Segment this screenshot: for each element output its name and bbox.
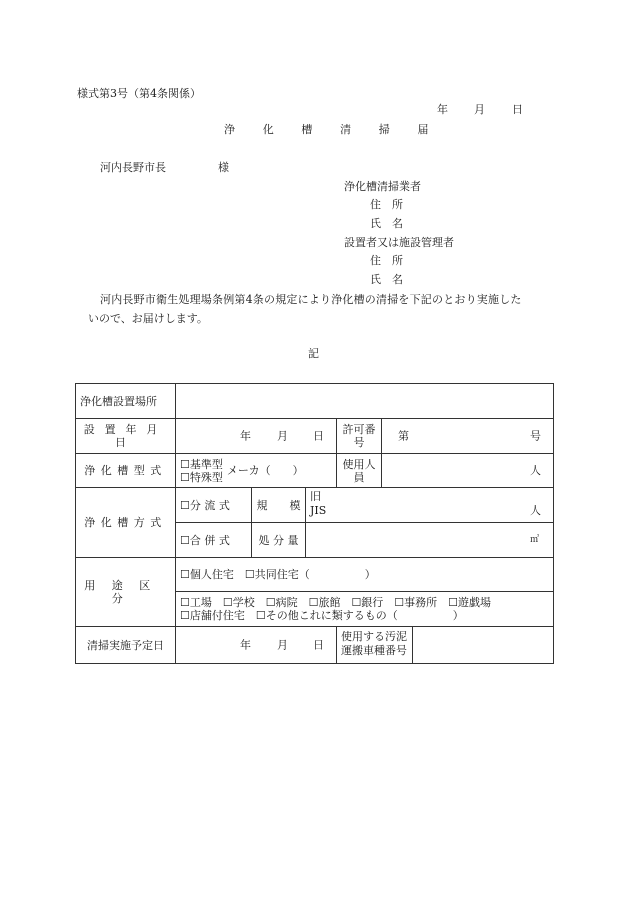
location-label: 浄化槽設置場所 [76, 384, 176, 419]
schedule-month-label: 月 [277, 638, 288, 652]
owner-name-label: 氏 名 [370, 273, 403, 286]
date-year-label: 年 [437, 103, 448, 116]
maker-field[interactable]: メーカ（ ） [226, 464, 304, 477]
permit-go: 号 [530, 429, 542, 443]
volume-unit: ㎥ [530, 534, 540, 545]
usage-business-options [176, 592, 554, 627]
row-type [76, 454, 554, 488]
vehicle-number-input[interactable] [413, 627, 553, 663]
method-label: 浄化槽方式 [76, 488, 176, 558]
owner-heading: 設置者又は施設管理者 [344, 236, 454, 249]
document-title: 浄 化 槽 清 掃 届 [224, 123, 443, 136]
type-label: 浄化槽型式 [76, 454, 176, 488]
permit-field[interactable] [382, 419, 554, 454]
row-location [76, 384, 554, 419]
owner-address-label: 住 所 [370, 254, 403, 267]
row-install-date [76, 419, 554, 454]
scale-jis-label: JIS [310, 504, 327, 517]
body-text-line-1: 河内長野市衛生処理場条例第4条の規定により浄化槽の清掃を下記のとおり実施した [100, 293, 522, 306]
install-date-label: 設置年月日 [76, 419, 176, 454]
scale-unit: 人 [530, 504, 542, 517]
date-day-label: 日 [512, 103, 523, 116]
usage-residential-options[interactable]: ☐個人住宅 ☐共同住宅（ ） [176, 558, 554, 592]
cleaning-form-table [75, 383, 554, 664]
users-label: 使用人員 [337, 454, 382, 488]
combined-checkbox[interactable]: ☐合 併 式 [176, 523, 252, 558]
treatment-field[interactable] [306, 523, 554, 558]
vehicle-label-line-2: 運搬車種番号 [341, 644, 407, 657]
scale-field[interactable] [306, 488, 554, 523]
type-field [176, 454, 337, 488]
schedule-label: 清掃実施予定日 [76, 627, 176, 664]
ki-heading: 記 [308, 347, 319, 360]
usage-label: 用途区分 [76, 558, 176, 627]
install-day-label: 日 [313, 429, 324, 443]
row-schedule [76, 627, 554, 664]
scale-label: 規 模 [252, 488, 306, 523]
location-field[interactable] [176, 384, 554, 419]
type-standard-checkbox[interactable]: ☐基準型 [180, 457, 223, 471]
row-usage-1 [76, 558, 554, 592]
schedule-date-field[interactable] [176, 627, 337, 664]
cleaner-name-label: 氏 名 [370, 217, 403, 230]
separate-checkbox[interactable]: ☐分 流 式 [176, 488, 252, 523]
vehicle-field [337, 627, 554, 664]
install-date-field[interactable] [176, 419, 337, 454]
vehicle-label [337, 627, 413, 663]
install-year-label: 年 [240, 429, 251, 443]
schedule-day-label: 日 [313, 638, 324, 652]
cleaner-address-label: 住 所 [370, 198, 403, 211]
scale-old-label: 旧 [310, 490, 321, 503]
users-field[interactable] [382, 454, 554, 488]
permit-dai: 第 [398, 429, 409, 443]
type-special-checkbox[interactable]: ☐特殊型 [180, 470, 223, 484]
row-method-separate [76, 488, 554, 523]
permit-label: 許可番号 [337, 419, 382, 454]
schedule-year-label: 年 [240, 638, 251, 652]
recipient-honorific: 様 [218, 161, 229, 174]
treatment-label: 処 分 量 [252, 523, 306, 558]
body-text-line-2: いので、お届けします。 [88, 312, 208, 325]
usage-business-line-1[interactable]: ☐工場 ☐学校 ☐病院 ☐旅館 ☐銀行 ☐事務所 ☐遊戯場 [180, 596, 492, 609]
date-month-label: 月 [474, 103, 485, 116]
users-unit: 人 [530, 464, 542, 477]
usage-business-line-2[interactable]: ☐店舗付住宅 ☐その他これに類するもの（ ） [180, 609, 464, 622]
recipient: 河内長野市長 [100, 161, 166, 174]
install-month-label: 月 [277, 429, 288, 443]
vehicle-label-line-1: 使用する汚泥 [341, 630, 407, 643]
form-number: 様式第3号（第4条関係） [77, 87, 201, 100]
cleaner-heading: 浄化槽清掃業者 [344, 180, 421, 193]
